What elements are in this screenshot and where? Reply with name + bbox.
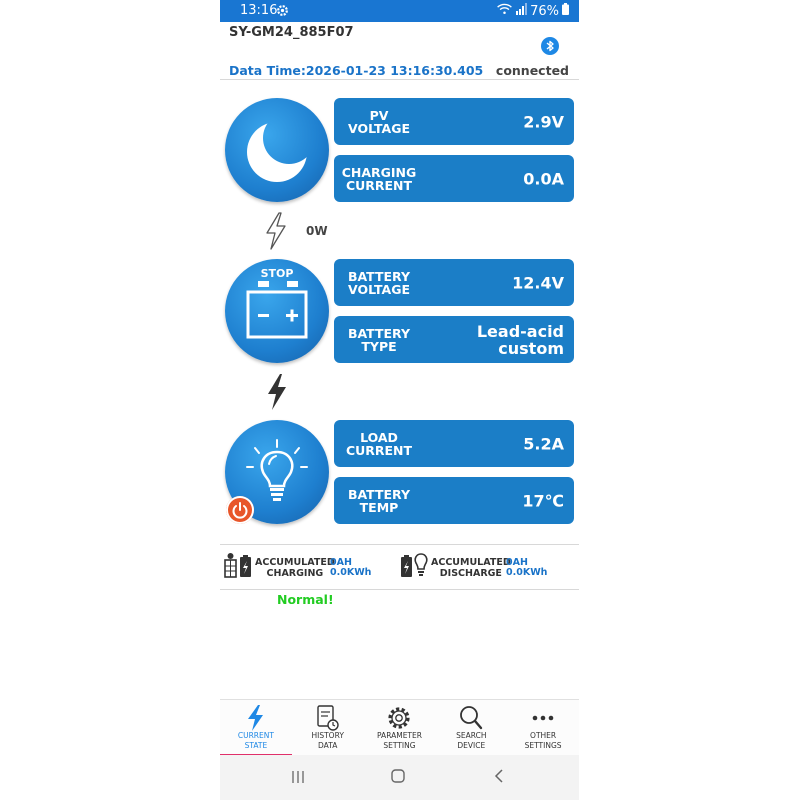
battery-voltage-label: BATTERY VOLTAGE: [347, 268, 411, 297]
battery-temp-value: 17℃: [522, 491, 564, 510]
pv-power-value: 0W: [306, 224, 328, 238]
charging-current-panel: [334, 155, 574, 202]
tab-history-data[interactable]: [292, 700, 364, 756]
tab-label: PARAMETER SETTING: [377, 731, 422, 750]
status-message: Normal!: [277, 592, 334, 607]
tab-label: SEARCH DEVICE: [456, 731, 487, 750]
tab-label: OTHER SETTINGS: [524, 731, 562, 750]
battery-icon-large: [225, 259, 329, 363]
battery-voltage-value: 12.4V: [512, 273, 564, 292]
load-current-panel: [334, 420, 574, 467]
load-power-button[interactable]: [226, 496, 254, 524]
battery-bulb-icon: [400, 552, 430, 584]
bolt-icon: [243, 704, 269, 732]
accumulated-discharge-ah: 0AH: [506, 557, 528, 568]
accumulated-charging-label: ACCUMULATED CHARGING: [255, 557, 335, 579]
tab-search-device[interactable]: [435, 700, 507, 756]
phone-screen: [220, 0, 579, 800]
home-icon[interactable]: [390, 768, 406, 788]
more-icon: [530, 704, 556, 732]
bluetooth-icon[interactable]: [541, 37, 559, 55]
battery-circle: [225, 259, 329, 363]
pv-voltage-panel: [334, 98, 574, 145]
charging-current-label: CHARGING CURRENT: [341, 164, 417, 193]
battery-voltage-panel: [334, 259, 574, 306]
tab-parameter-setting[interactable]: [364, 700, 436, 756]
bolt-outline-icon: [265, 212, 287, 254]
charging-current-value: 0.0A: [523, 169, 564, 188]
bottom-tab-bar: [220, 699, 579, 756]
pv-voltage-value: 2.9V: [523, 112, 564, 131]
battery-state: STOP: [260, 267, 294, 280]
back-icon[interactable]: [492, 768, 508, 788]
accumulated-charging-ah: 0AH: [330, 557, 352, 568]
data-time: Data Time:2026-01-23 13:16:30.405: [229, 63, 484, 78]
load-current-value: 5.2A: [523, 434, 564, 453]
battery-percent: 76%: [530, 3, 559, 19]
bolt-solid-icon: [266, 373, 288, 415]
accumulated-bottom-divider: [220, 589, 579, 590]
pv-moon-circle: [225, 98, 329, 202]
tab-current-state[interactable]: [220, 700, 292, 756]
gear-icon: [385, 704, 413, 732]
power-icon: [226, 496, 254, 524]
accumulated-top-divider: [220, 544, 579, 545]
battery-icon: [562, 3, 569, 19]
recent-apps-icon[interactable]: [290, 769, 306, 789]
moon-icon: [225, 98, 329, 202]
battery-type-value: Lead-acid custom: [476, 321, 564, 358]
tab-label: CURRENT STATE: [237, 731, 274, 750]
accumulated-charging-kwh: 0.0KWh: [330, 567, 372, 578]
system-nav-bar: [220, 755, 579, 800]
pv-voltage-label: PV VOLTAGE: [347, 107, 410, 136]
status-time: 13:16: [240, 3, 278, 18]
accumulated-discharge-kwh: 0.0KWh: [506, 567, 548, 578]
status-bar: [220, 0, 579, 22]
accumulated-discharge-label: ACCUMULATED DISCHARGE: [431, 557, 511, 579]
battery-temp-label: BATTERY TEMP: [347, 486, 411, 515]
solar-battery-icon: [224, 552, 254, 584]
battery-type-label: BATTERY TYPE: [347, 325, 411, 354]
search-icon: [458, 704, 484, 732]
tab-label: HISTORY DATA: [311, 731, 344, 750]
tab-other-settings[interactable]: [507, 700, 579, 756]
load-current-label: LOAD CURRENT: [345, 429, 413, 458]
header-divider: [220, 79, 579, 80]
connection-status: connected: [495, 63, 569, 78]
settings-gear-icon: [276, 4, 289, 21]
history-icon: [315, 704, 341, 732]
device-name: SY-GM24_885F07: [229, 25, 354, 40]
wifi-icon: [497, 3, 512, 19]
battery-temp-panel: [334, 477, 574, 524]
battery-type-panel: [334, 316, 574, 363]
signal-icon: [515, 3, 527, 19]
